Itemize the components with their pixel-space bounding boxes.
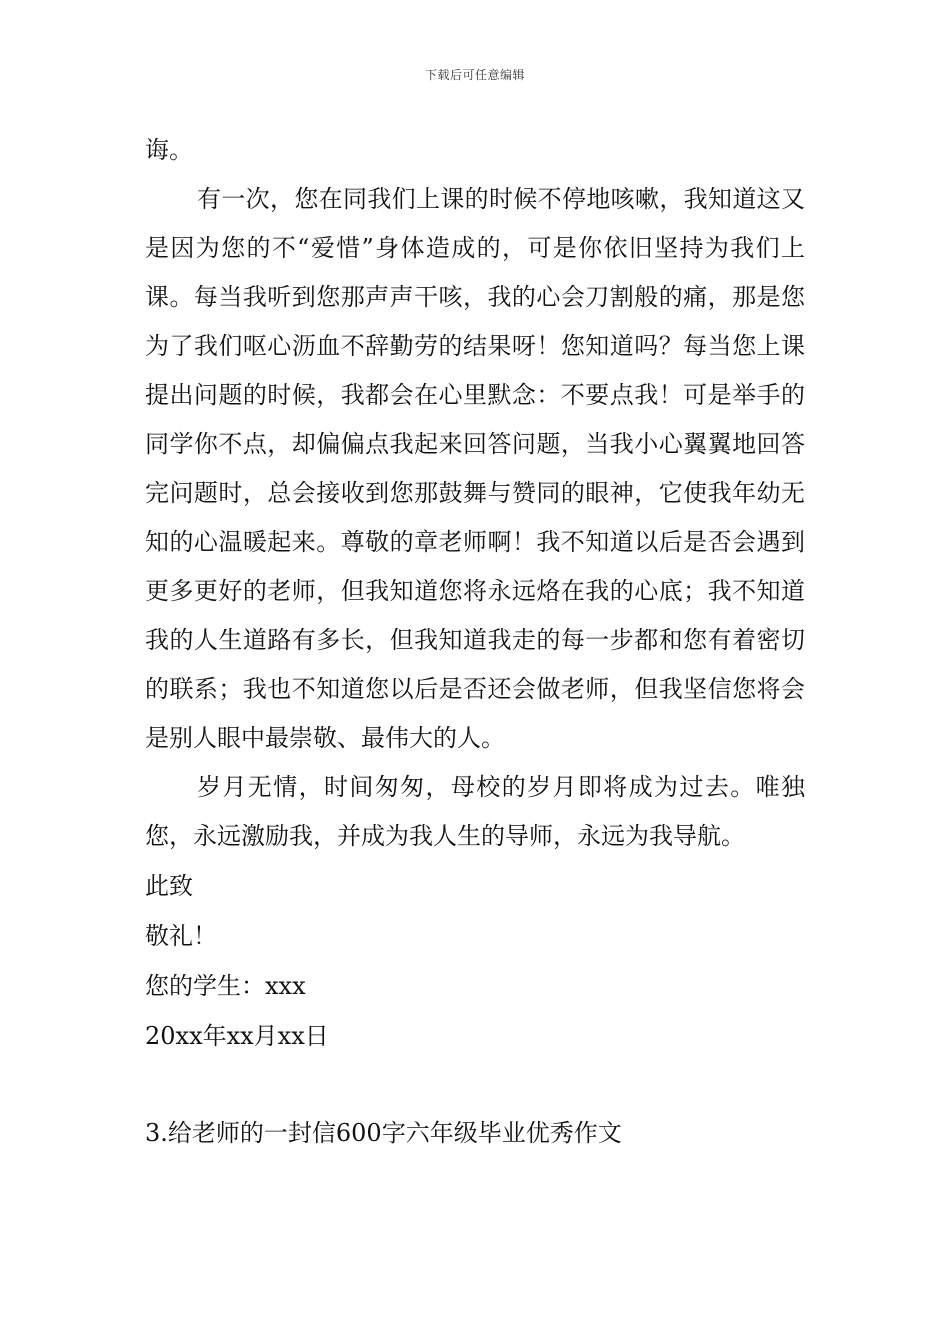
closing-regards: 敬礼！ <box>145 922 217 950</box>
closing-salutation: 此致 <box>145 872 193 900</box>
closing-signature: 您的学生：xxx <box>145 972 306 1000</box>
next-section-title: 3.给老师的一封信600字六年级毕业优秀作文 <box>145 1119 622 1147</box>
document-body <box>145 126 805 1158</box>
paragraph-continuation: 诲。 <box>145 136 193 164</box>
header-note: 下载后可任意编辑 <box>424 68 525 82</box>
paragraph-cough-memory: 有一次，您在同我们上课的时候不停地咳嗽，我知道这又是因为您的不“爱惜”身体造成的，可是你依旧坚持为我们上课。每当我听到您那声声干咳，我的心会刀割般的痛，那是您为了我们呕心沥血不辞勤劳的结果呀！您知道吗？每当您上课提出问题的时候，我都会在心里默念：不要点我！可是举手的同学你不点，却偏偏点我起来回答问题，当我小心翼翼地回答完问题时，总会接收到您那鼓舞与赞同的眼神，它使我年幼无知的心温暖起来。尊敬的章老师啊！我不知道以后是否会遇到更多更好的老师，但我知道您将永远烙在我的心底；我不知道我的人生道路有多长，但我知道我走的每一步都和您有着密切的联系；我也不知道您以后是否还会做老师，但我坚信您将会是别人眼中最崇敬、最伟大的人。 <box>145 185 805 752</box>
paragraph-time-passing: 岁月无情，时间匆匆，母校的岁月即将成为过去。唯独您，永远激励我，并成为我人生的导师，永远为我导航。 <box>145 773 805 850</box>
section-spacer <box>145 1061 805 1109</box>
closing-date: 20xx年xx月xx日 <box>145 1022 329 1050</box>
